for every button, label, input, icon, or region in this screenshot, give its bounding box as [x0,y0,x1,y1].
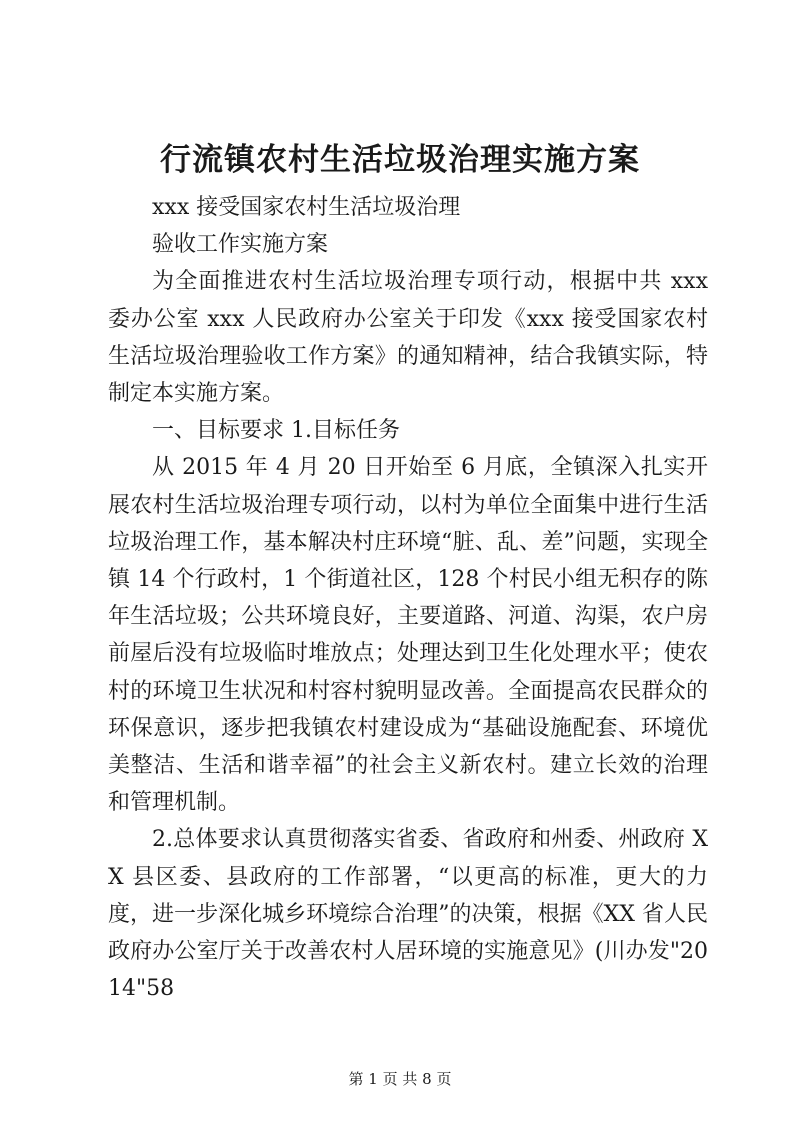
document-title: 行流镇农村生活垃圾治理实施方案 [160,142,640,178]
paragraph-intro: 为全面推进农村生活垃圾治理专项行动，根据中共 xxx 委办公室 xxx 人民政府办公室关于印发《xxx 接受国家农村生活垃圾治理验收工作方案》的通知精神，结合我镇实际，特制定本实施方案。 [108,269,708,407]
document-body [108,189,708,1007]
paragraph-goals: 从 2015 年 4 月 20 日开始至 6 月底，全镇深入扎实开展农村生活垃圾治理专项行动，以村为单位全面集中进行生活垃圾治理工作，基本解决村庄环境“脏、乱、差”问题，实现全镇 14 个行政村，1 个街道社区，128 个村民小组无积存的陈年生活垃圾；公共环境良好，主要道路、河道、沟渠，农户房前屋后没有垃圾临时堆放点；处理达到卫生化处理水平；使农村的环境卫生状况和村容村貌明显改善。全面提高农民群众的环保意识，逐步把我镇农村建设成为“基础设施配套、环境优美整洁、生活和谐幸福”的社会主义新农村。建立长效的治理和管理机制。 [108,455,708,816]
paragraph-subtitle-2: 验收工作实施方案 [152,232,329,258]
paragraph-subtitle-1: xxx 接受国家农村生活垃圾治理 [152,195,461,220]
page-number: 第 1 页 共 8 页 [348,1070,452,1088]
paragraph-requirements: 2.总体要求认真贯彻落实省委、省政府和州委、州政府 XX 县区委、县政府的工作部署，“以更高的标准，更大的力度，进一步深化城乡环境综合治理”的决策，根据《XX 省人民政府办公室厅关于改善农村人居环境的实施意见》(川办发"2014"58 [108,827,708,1002]
section-heading-goals: 一、目标要求 1.目标任务 [152,418,400,444]
